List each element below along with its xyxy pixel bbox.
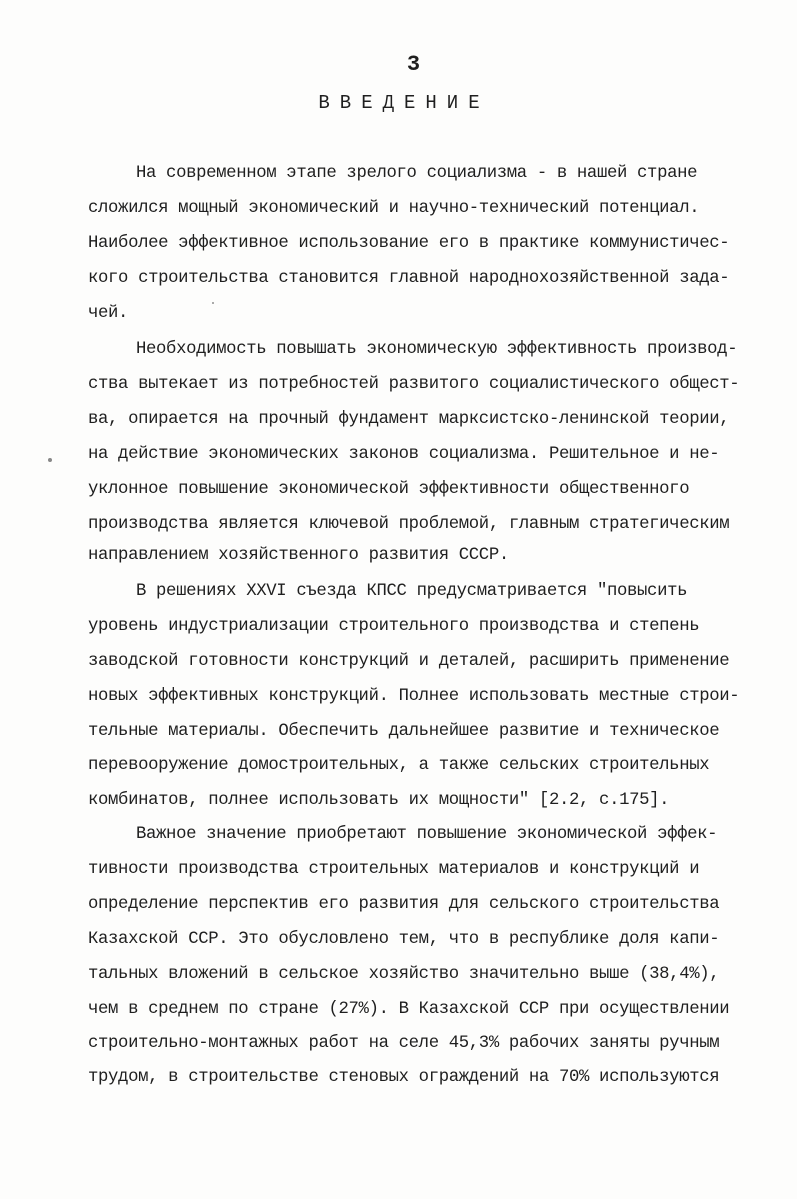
paragraph-line: определение перспектив его развития для сельского строительства [88, 895, 720, 914]
paragraph-line: тальных вложений в сельское хозяйство значительно выше (38,4%), [88, 965, 720, 984]
paragraph-line: Казахской ССР. Это обусловлено тем, что в республике доля капи- [88, 930, 720, 949]
paragraph-line: Необходимость повышать экономическую эффективность производ- [136, 340, 738, 359]
paragraph-line: трудом, в строительстве стеновых ограждений на 70% используются [88, 1068, 720, 1087]
paragraph-line: тивности производства строительных материалов и конструкций и [88, 860, 700, 879]
paragraph-line: производства является ключевой проблемой, главным стратегическим [88, 515, 730, 534]
paragraph-line: строительно-монтажных работ на селе 45,3% рабочих заняты ручным [88, 1034, 720, 1053]
scan-speck [212, 302, 214, 304]
paragraph-line: сложился мощный экономический и научно-технический потенциал. [88, 199, 700, 218]
paragraph-line: тельные материалы. Обеспечить дальнейшее развитие и техническое [88, 722, 720, 741]
section-heading: ВВЕДЕНИЕ [318, 92, 490, 114]
paragraph-line: чей. [88, 304, 129, 323]
paragraph-line: на действие экономических законов социализма. Решительное и не- [88, 445, 720, 464]
paragraph-line: В решениях XXVI съезда КПСС предусматривается "повысить [136, 582, 688, 601]
paragraph-line: новых эффективных конструкций. Полнее использовать местные строи- [88, 687, 740, 706]
paragraph-line: комбинатов, полнее использовать их мощности" [2.2, с.175]. [88, 791, 670, 810]
page-number: 3 [406, 52, 421, 77]
paragraph-line: чем в среднем по стране (27%). В Казахской ССР при осуществлении [88, 1000, 730, 1019]
paragraph-line: ва, опирается на прочный фундамент марксистско-ленинской теории, [88, 410, 730, 429]
paragraph-line: ства вытекает из потребностей развитого социалистического общест- [88, 375, 740, 394]
paragraph-line: уклонное повышение экономической эффективности общественного [88, 480, 690, 499]
paragraph-line: направлением хозяйственного развития СССР. [88, 546, 509, 565]
paragraph-line: Важное значение приобретают повышение экономической эффек- [136, 825, 718, 844]
paragraph-line: кого строительства становится главной народнохозяйственной зада- [88, 269, 730, 288]
paragraph-line: уровень индустриализации строительного производства и степень [88, 617, 700, 636]
scan-speck [48, 458, 52, 462]
paragraph-line: заводской готовности конструкций и деталей, расширить применение [88, 652, 730, 671]
paragraph-line: На современном этапе зрелого социализма - в нашей стране [136, 164, 698, 183]
paragraph-line: перевооружение домостроительных, а также сельских строительных [88, 756, 710, 775]
paragraph-line: Наиболее эффективное использование его в практике коммунистичес- [88, 234, 730, 253]
